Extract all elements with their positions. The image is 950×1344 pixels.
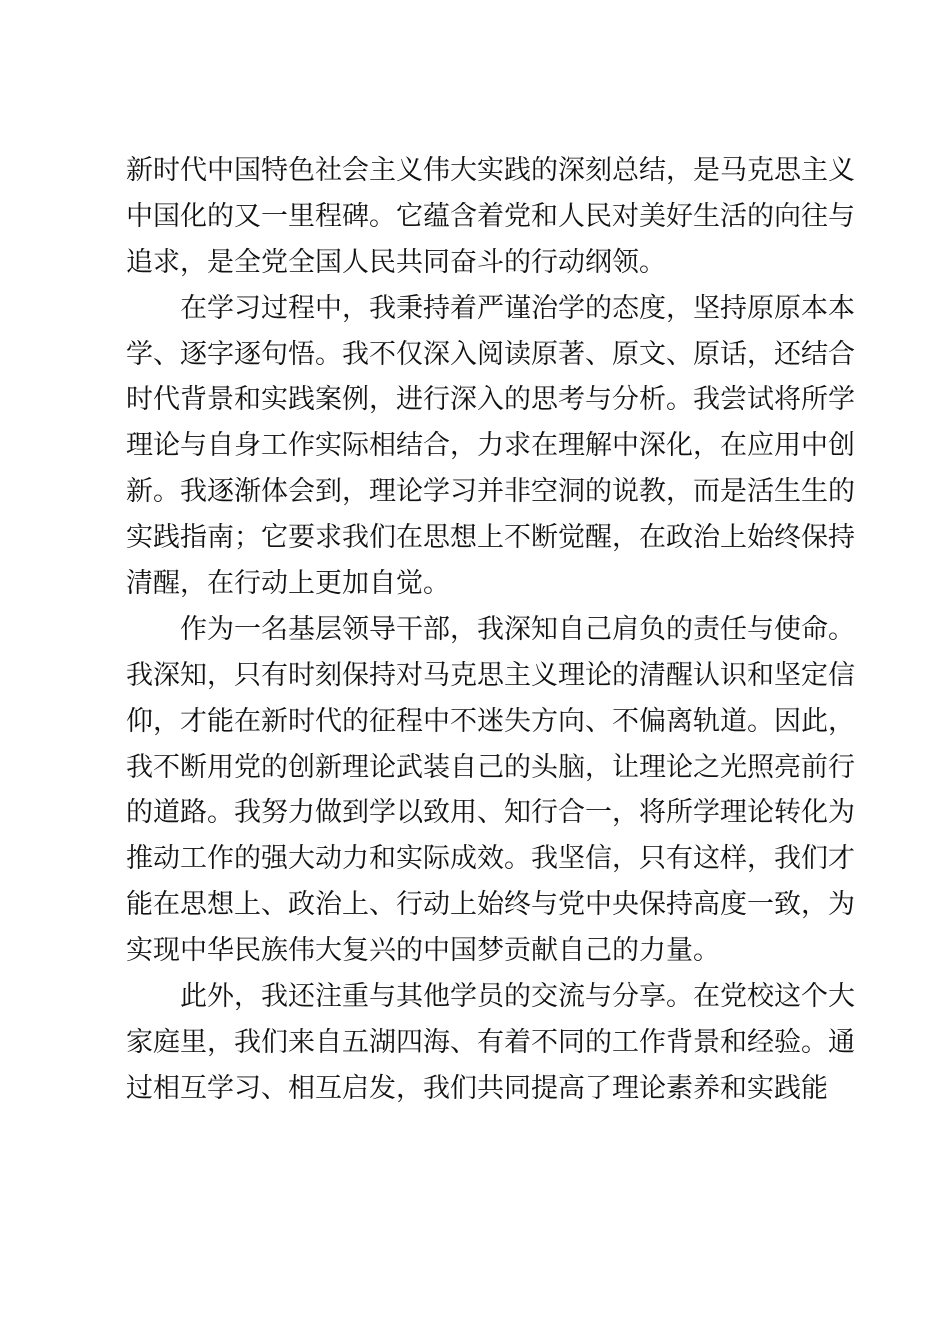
text-line: 我不断用党的创新理论武装自己的头脑，让理论之光照亮前行 <box>126 751 855 783</box>
text-line: 过相互学习、相互启发，我们共同提高了理论素养和实践能 <box>126 1072 828 1104</box>
text-line: 实践指南；它要求我们在思想上不断觉醒，在政治上始终保持 <box>126 522 855 554</box>
text-line: 在学习过程中，我秉持着严谨治学的态度，坚持原原本本 <box>180 292 855 324</box>
text-line: 清醒，在行动上更加自觉。 <box>126 568 450 600</box>
text-line: 中国化的又一里程碑。它蕴含着党和人民对美好生活的向往与 <box>126 200 855 232</box>
text-line: 家庭里，我们来自五湖四海、有着不同的工作背景和经验。通 <box>126 1026 855 1058</box>
paragraph-1 <box>126 148 855 286</box>
document-body <box>126 148 855 1112</box>
text-line: 此外，我还注重与其他学员的交流与分享。在党校这个大 <box>180 981 855 1013</box>
paragraph-4 <box>126 974 855 1112</box>
text-line: 我深知，只有时刻保持对马克思主义理论的清醒认识和坚定信 <box>126 659 855 691</box>
text-line: 时代背景和实践案例，进行深入的思考与分析。我尝试将所学 <box>126 384 855 416</box>
text-line: 作为一名基层领导干部，我深知自己肩负的责任与使命。 <box>180 613 855 645</box>
text-line: 学、逐字逐句悟。我不仅深入阅读原著、原文、原话，还结合 <box>126 338 855 370</box>
text-line: 推动工作的强大动力和实际成效。我坚信，只有这样，我们才 <box>126 843 855 875</box>
text-line: 的道路。我努力做到学以致用、知行合一，将所学理论转化为 <box>126 797 855 829</box>
text-line: 能在思想上、政治上、行动上始终与党中央保持高度一致，为 <box>126 889 855 921</box>
text-line: 追求，是全党全国人民共同奋斗的行动纲领。 <box>126 246 666 278</box>
text-line: 实现中华民族伟大复兴的中国梦贡献自己的力量。 <box>126 935 720 967</box>
text-line: 理论与自身工作实际相结合，力求在理解中深化，在应用中创 <box>126 430 855 462</box>
text-line: 新。我逐渐体会到，理论学习并非空洞的说教，而是活生生的 <box>126 476 855 508</box>
paragraph-3 <box>126 607 855 974</box>
text-line: 仰，才能在新时代的征程中不迷失方向、不偏离轨道。因此， <box>126 705 855 737</box>
paragraph-2 <box>126 286 855 607</box>
text-line: 新时代中国特色社会主义伟大实践的深刻总结，是马克思主义 <box>126 155 855 186</box>
